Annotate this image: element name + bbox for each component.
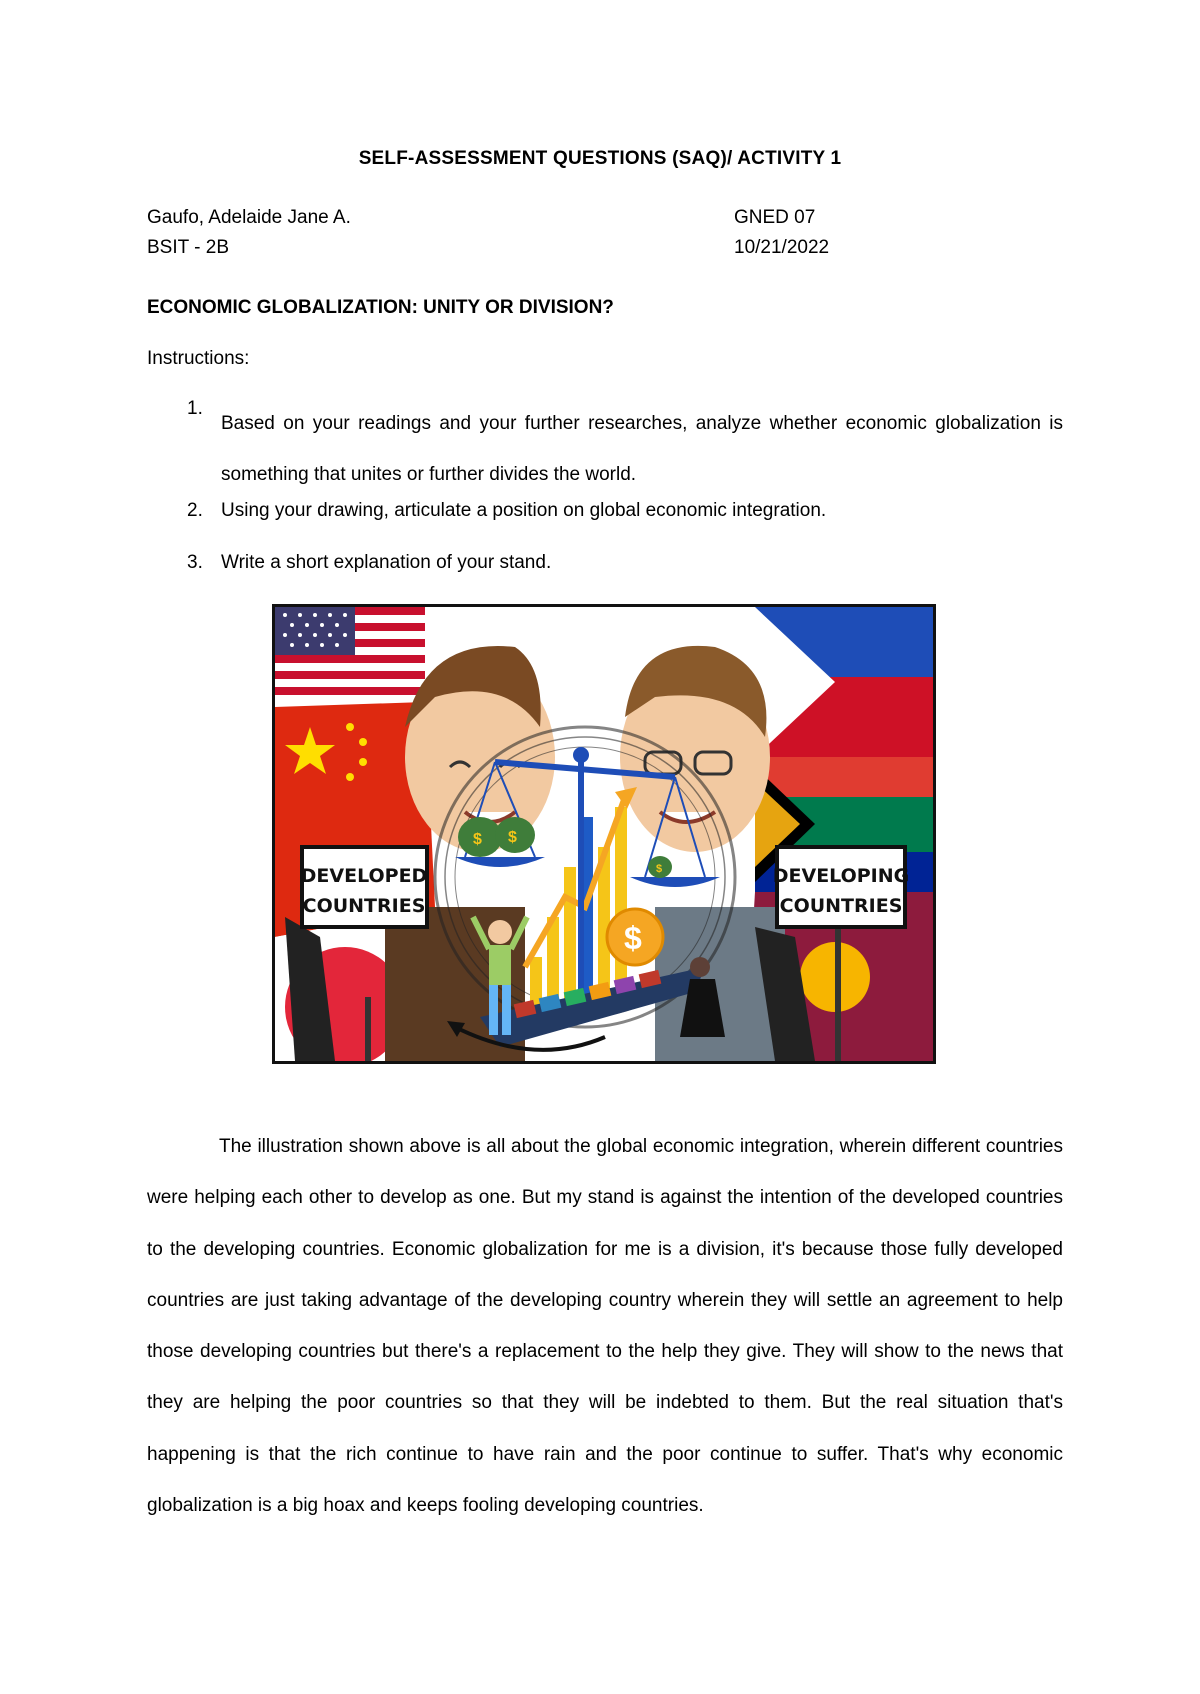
globalization-illustration [272,604,936,1064]
instruction-number: 3. [187,552,203,573]
instruction-text: Using your drawing, articulate a position on global economic integration. [221,500,827,521]
subject-code: GNED 07 [734,207,816,228]
sign-right-line2: COUNTRIES [779,895,903,917]
sign-left-line1: DEVELOPED [300,865,428,887]
sign-left-line2: COUNTRIES [302,895,426,917]
submission-date: 10/21/2022 [734,237,830,258]
gold-coin-icon [607,909,663,965]
instruction-text: Write a short explanation of your stand. [221,552,552,573]
document-title: SELF-ASSESSMENT QUESTIONS (SAQ)/ ACTIVITY 1 [358,148,842,169]
philippines-flag [755,607,933,757]
sign-right-line1: DEVELOPING [772,865,910,887]
svg-text:$: $ [508,829,517,846]
svg-text:$: $ [624,920,642,956]
small-money-bag-icon [648,856,672,878]
illustration-canvas [275,607,933,1061]
instruction-text: Based on your readings and your further researches, analyze whether economic globalization is something that unites or further divides the world. [221,413,1063,485]
explanation-text: The illustration shown above is all about the global economic integration, wherein different countries were helping each other to develop as one. But my stand is against the intention of the developed countries to the developing countries. Economic globalization for me is a division, it's because those fully developed countries are just taking advantage of the developing country wherein they will settle an agreement to help those developing countries but there's a replacement to the help they give. They will show to the news that they are helping the poor countries so that they will be indebted to them. But the real situation that's happening is that the rich continue to have rain and the poor continue to suffer. That's why economic globalization is a big hoax and keeps fooling developing countries. [147,1136,1063,1517]
section-heading: ECONOMIC GLOBALIZATION: UNITY OR DIVISION? [147,297,614,318]
usa-flag [275,607,425,707]
course-section: BSIT - 2B [147,237,230,258]
student-name: Gaufo, Adelaide Jane A. [147,207,351,228]
svg-text:$: $ [656,863,663,875]
instructions-label: Instructions: [147,348,250,369]
explanation-paragraph [147,1121,1063,1531]
instruction-number: 2. [187,500,203,521]
svg-text:$: $ [473,831,482,848]
instruction-number: 1. [187,398,203,419]
